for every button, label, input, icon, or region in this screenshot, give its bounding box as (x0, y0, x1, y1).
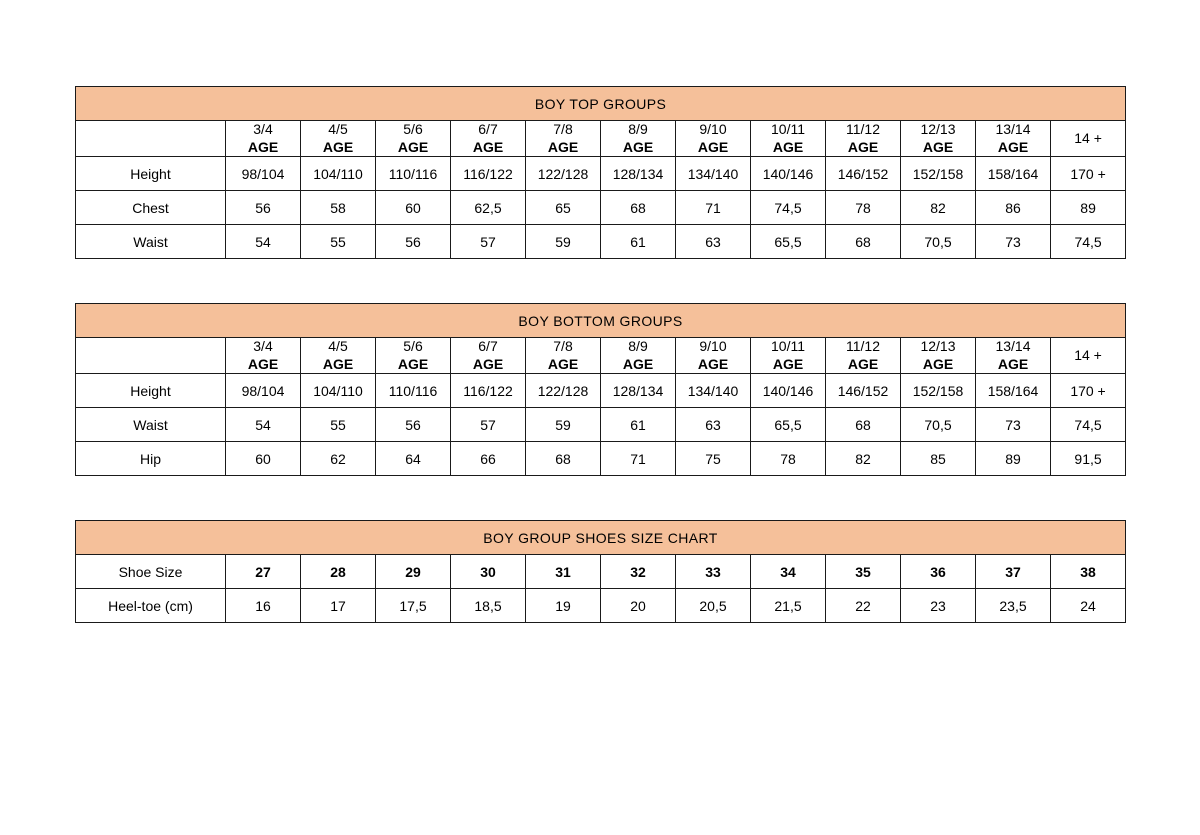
column-size: 7/8 (553, 338, 573, 354)
column-unit: AGE (397, 355, 429, 372)
table-cell: 98/104 (226, 374, 301, 408)
column-header (301, 338, 376, 374)
table-cell: 68 (601, 191, 676, 225)
table-cell: 24 (1051, 589, 1126, 623)
boy-top-groups-table (75, 86, 1126, 259)
column-unit: AGE (547, 138, 579, 155)
table-cell: 73 (976, 225, 1051, 259)
column-unit: AGE (622, 355, 654, 372)
table-cell: 20 (601, 589, 676, 623)
column-size: 5/6 (403, 338, 423, 354)
boy-group-shoes-size-chart-table (75, 520, 1126, 623)
table-cell: 152/158 (901, 374, 976, 408)
column-header (451, 338, 526, 374)
column-unit: AGE (847, 355, 879, 372)
table-cell: 33 (676, 555, 751, 589)
header-corner-cell (76, 121, 226, 157)
table-cell: 75 (676, 442, 751, 476)
table-cell: 68 (526, 442, 601, 476)
table-cell: 158/164 (976, 374, 1051, 408)
table-cell: 70,5 (901, 408, 976, 442)
column-unit: AGE (247, 138, 279, 155)
table-cell: 38 (1051, 555, 1126, 589)
table-row (76, 408, 1126, 442)
table-cell: 134/140 (676, 374, 751, 408)
table-cell: 55 (301, 408, 376, 442)
row-label: Heel-toe (cm) (76, 589, 226, 623)
table-title: BOY GROUP SHOES SIZE CHART (76, 521, 1126, 555)
column-size: 6/7 (478, 121, 498, 137)
column-unit: AGE (922, 355, 954, 372)
column-size: 9/10 (699, 338, 727, 354)
column-header (826, 338, 901, 374)
table-title-row (76, 304, 1126, 338)
table-cell: 140/146 (751, 374, 826, 408)
column-unit: AGE (322, 138, 354, 155)
table-cell: 71 (601, 442, 676, 476)
table-cell: 62 (301, 442, 376, 476)
column-unit: AGE (997, 355, 1029, 372)
column-size: 4/5 (328, 338, 348, 354)
column-size: 10/11 (771, 338, 805, 354)
table-cell: 65,5 (751, 408, 826, 442)
column-header (301, 121, 376, 157)
column-unit: AGE (997, 138, 1029, 155)
column-size: 13/14 (995, 121, 1031, 137)
column-size: 12/13 (920, 338, 956, 354)
table-row (76, 374, 1126, 408)
column-header (976, 338, 1051, 374)
table-cell: 54 (226, 225, 301, 259)
table-cell: 20,5 (676, 589, 751, 623)
table-cell: 61 (601, 408, 676, 442)
table-cell: 22 (826, 589, 901, 623)
table-cell: 60 (376, 191, 451, 225)
column-size: 11/12 (846, 338, 880, 354)
table-title-row (76, 87, 1126, 121)
column-size: 10/11 (771, 121, 805, 137)
column-unit: AGE (472, 355, 504, 372)
column-header (901, 121, 976, 157)
table-cell: 89 (1051, 191, 1126, 225)
table-cell: 158/164 (976, 157, 1051, 191)
table-header-row (76, 121, 1126, 157)
table-row (76, 442, 1126, 476)
column-size: 4/5 (328, 121, 348, 137)
table-cell: 170 + (1051, 374, 1126, 408)
column-header (376, 338, 451, 374)
table-title: BOY TOP GROUPS (76, 87, 1126, 121)
column-size: 8/9 (628, 121, 648, 137)
column-header (376, 121, 451, 157)
column-header (901, 338, 976, 374)
table-cell: 36 (901, 555, 976, 589)
table-cell: 64 (376, 442, 451, 476)
table-cell: 35 (826, 555, 901, 589)
row-label: Hip (76, 442, 226, 476)
table-cell: 56 (226, 191, 301, 225)
row-label: Waist (76, 408, 226, 442)
row-label: Height (76, 374, 226, 408)
row-label: Shoe Size (76, 555, 226, 589)
column-size: 5/6 (403, 121, 423, 137)
column-header (676, 121, 751, 157)
boy-bottom-groups-table (75, 303, 1126, 476)
column-size: 14 + (1074, 346, 1102, 363)
table-cell: 86 (976, 191, 1051, 225)
column-header (451, 121, 526, 157)
table-cell: 61 (601, 225, 676, 259)
column-size: 13/14 (995, 338, 1031, 354)
row-label: Chest (76, 191, 226, 225)
table-cell: 104/110 (301, 157, 376, 191)
column-unit: AGE (547, 355, 579, 372)
column-header (226, 338, 301, 374)
table-cell: 128/134 (601, 374, 676, 408)
table-cell: 74,5 (1051, 408, 1126, 442)
table-cell: 65,5 (751, 225, 826, 259)
table-cell: 62,5 (451, 191, 526, 225)
table-cell: 60 (226, 442, 301, 476)
table-cell: 19 (526, 589, 601, 623)
column-header (751, 338, 826, 374)
table-title: BOY BOTTOM GROUPS (76, 304, 1126, 338)
table-cell: 57 (451, 225, 526, 259)
table-cell: 21,5 (751, 589, 826, 623)
table-row (76, 157, 1126, 191)
column-unit: AGE (922, 138, 954, 155)
column-size: 3/4 (253, 121, 273, 137)
table-cell: 56 (376, 225, 451, 259)
table-cell: 63 (676, 408, 751, 442)
table-cell: 78 (826, 191, 901, 225)
column-header (1051, 338, 1126, 374)
table-cell: 110/116 (376, 157, 451, 191)
column-header (601, 121, 676, 157)
table-cell: 59 (526, 225, 601, 259)
table-cell: 122/128 (526, 157, 601, 191)
table-cell: 128/134 (601, 157, 676, 191)
table-cell: 56 (376, 408, 451, 442)
table-cell: 78 (751, 442, 826, 476)
column-header (1051, 121, 1126, 157)
table-cell: 30 (451, 555, 526, 589)
column-unit: AGE (697, 138, 729, 155)
table-cell: 59 (526, 408, 601, 442)
table-cell: 29 (376, 555, 451, 589)
column-unit: AGE (622, 138, 654, 155)
table-spacer (75, 259, 1125, 303)
column-unit: AGE (772, 138, 804, 155)
table-cell: 110/116 (376, 374, 451, 408)
table-cell: 140/146 (751, 157, 826, 191)
table-cell: 82 (826, 442, 901, 476)
column-unit: AGE (322, 355, 354, 372)
header-corner-cell (76, 338, 226, 374)
column-header (751, 121, 826, 157)
column-header (826, 121, 901, 157)
column-size: 11/12 (846, 121, 880, 137)
column-header (226, 121, 301, 157)
table-cell: 65 (526, 191, 601, 225)
table-cell: 58 (301, 191, 376, 225)
table-cell: 74,5 (1051, 225, 1126, 259)
table-cell: 170 + (1051, 157, 1126, 191)
table-cell: 17 (301, 589, 376, 623)
table-cell: 16 (226, 589, 301, 623)
column-size: 8/9 (628, 338, 648, 354)
table-cell: 82 (901, 191, 976, 225)
table-cell: 34 (751, 555, 826, 589)
column-size: 12/13 (920, 121, 956, 137)
table-cell: 146/152 (826, 374, 901, 408)
table-row (76, 225, 1126, 259)
table-cell: 54 (226, 408, 301, 442)
table-cell: 104/110 (301, 374, 376, 408)
table-row (76, 589, 1126, 623)
table-cell: 18,5 (451, 589, 526, 623)
table-cell: 55 (301, 225, 376, 259)
column-unit: AGE (397, 138, 429, 155)
column-size: 14 + (1074, 129, 1102, 146)
table-cell: 71 (676, 191, 751, 225)
table-spacer (75, 476, 1125, 520)
table-cell: 31 (526, 555, 601, 589)
table-cell: 70,5 (901, 225, 976, 259)
table-cell: 68 (826, 408, 901, 442)
table-cell: 27 (226, 555, 301, 589)
table-cell: 89 (976, 442, 1051, 476)
table-cell: 23 (901, 589, 976, 623)
row-label: Height (76, 157, 226, 191)
table-cell: 116/122 (451, 374, 526, 408)
table-header-row (76, 338, 1126, 374)
table-cell: 85 (901, 442, 976, 476)
column-unit: AGE (847, 138, 879, 155)
column-header (526, 121, 601, 157)
table-cell: 32 (601, 555, 676, 589)
table-cell: 152/158 (901, 157, 976, 191)
table-cell: 68 (826, 225, 901, 259)
table-cell: 74,5 (751, 191, 826, 225)
table-cell: 17,5 (376, 589, 451, 623)
table-row (76, 555, 1126, 589)
table-cell: 116/122 (451, 157, 526, 191)
table-row (76, 191, 1126, 225)
table-cell: 28 (301, 555, 376, 589)
table-cell: 37 (976, 555, 1051, 589)
table-cell: 57 (451, 408, 526, 442)
column-size: 3/4 (253, 338, 273, 354)
column-size: 6/7 (478, 338, 498, 354)
table-title-row (76, 521, 1126, 555)
column-unit: AGE (697, 355, 729, 372)
column-size: 9/10 (699, 121, 727, 137)
column-header (526, 338, 601, 374)
table-cell: 146/152 (826, 157, 901, 191)
table-cell: 134/140 (676, 157, 751, 191)
table-cell: 73 (976, 408, 1051, 442)
table-cell: 91,5 (1051, 442, 1126, 476)
table-cell: 122/128 (526, 374, 601, 408)
column-size: 7/8 (553, 121, 573, 137)
table-cell: 66 (451, 442, 526, 476)
column-unit: AGE (472, 138, 504, 155)
column-header (976, 121, 1051, 157)
column-header (601, 338, 676, 374)
row-label: Waist (76, 225, 226, 259)
table-cell: 63 (676, 225, 751, 259)
table-cell: 98/104 (226, 157, 301, 191)
column-unit: AGE (772, 355, 804, 372)
column-unit: AGE (247, 355, 279, 372)
column-header (676, 338, 751, 374)
table-cell: 23,5 (976, 589, 1051, 623)
